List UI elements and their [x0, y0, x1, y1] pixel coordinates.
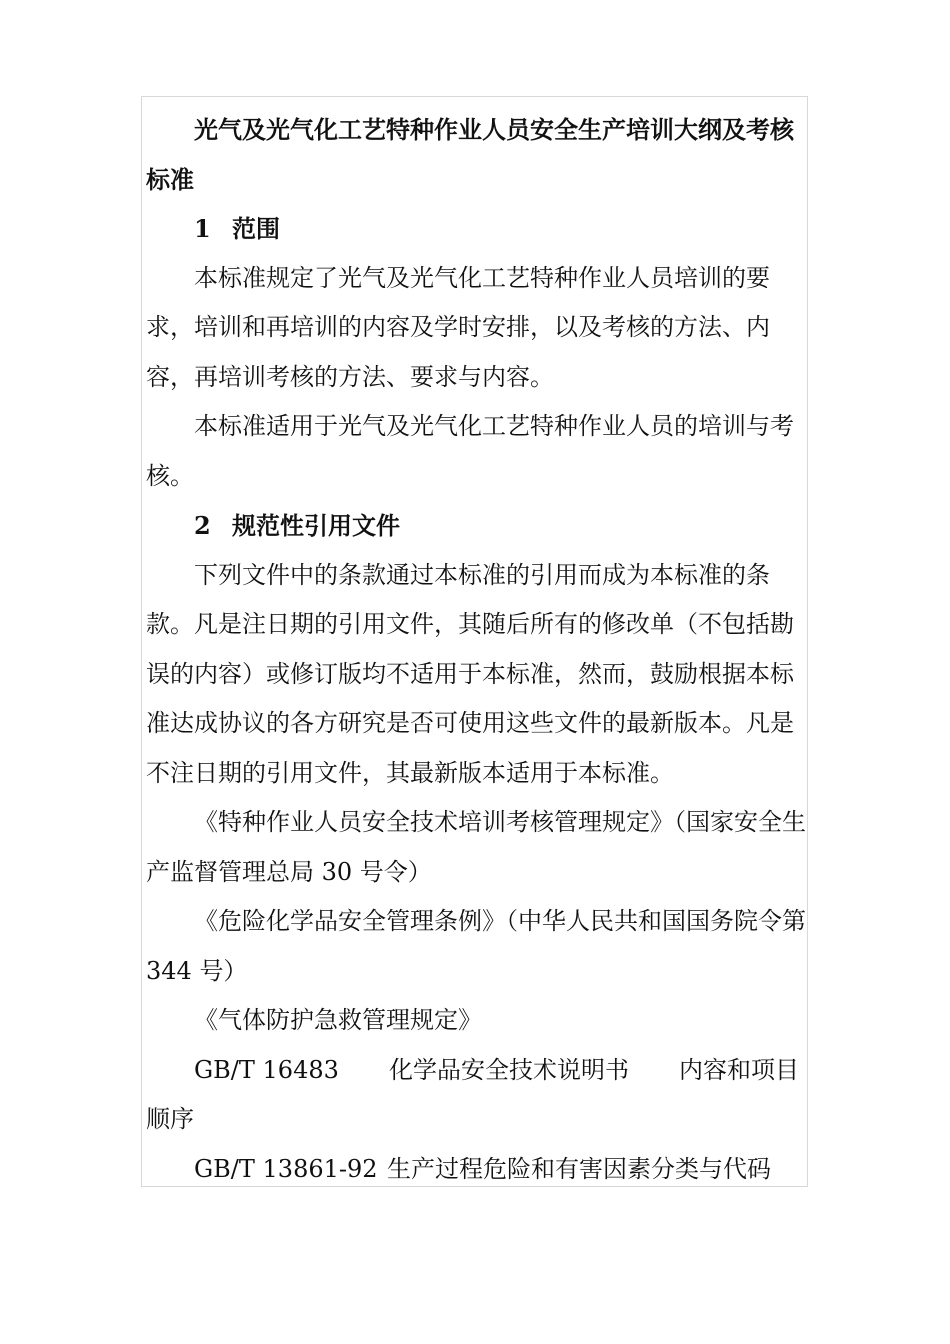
document-title: 光气及光气化工艺特种作业人员安全生产培训大纲及考核标准 — [146, 115, 794, 194]
reference-item: 《特种作业人员安全技术培训考核管理规定》（国家安全生产监督管理总局 30 号令） — [146, 808, 806, 886]
scope-paragraph-1: 本标准规定了光气及光气化工艺特种作业人员培训的要求，培训和再培训的内容及学时安排，以及考核的方法、内容，再培训考核的方法、要求与内容。 — [146, 263, 770, 391]
standard-reference-row — [146, 1145, 808, 1195]
standard-title-suffix: 内容和项目 — [679, 1055, 799, 1084]
reference-item: 《气体防护急救管理规定》 — [194, 1006, 482, 1034]
document-body — [146, 105, 808, 1194]
reference-item: 《危险化学品安全管理条例》（中华人民共和国国务院令第 344 号） — [146, 907, 806, 985]
standard-reference-row — [146, 1046, 808, 1096]
section-title: 规范性引用文件 — [232, 511, 400, 540]
section-heading-references — [146, 501, 808, 551]
standard-code: GB/T 13861-92 — [194, 1154, 378, 1183]
scope-paragraph-2: 本标准适用于光气及光气化工艺特种作业人员的培训与考核。 — [146, 412, 794, 490]
document-page — [141, 96, 808, 1187]
standard-code: GB/T 16483 — [194, 1055, 339, 1084]
section-title: 范围 — [232, 214, 280, 243]
standard-title-continued: 顺序 — [146, 1105, 194, 1133]
section-number: 1 — [194, 214, 211, 243]
section-heading-scope — [146, 204, 808, 254]
standard-title: 生产过程危险和有害因素分类与代码 — [387, 1154, 771, 1183]
standard-title: 化学品安全技术说明书 — [389, 1055, 629, 1084]
references-intro: 下列文件中的条款通过本标准的引用而成为本标准的条款。凡是注日期的引用文件，其随后所有的修改单（不包括勘误的内容）或修订版均不适用于本标准，然而，鼓励根据本标准达成协议的各方研究是否可使用这些文件的最新版本。凡是不注日期的引用文件，其最新版本适用于本标准。 — [146, 560, 794, 787]
section-number: 2 — [194, 511, 211, 540]
